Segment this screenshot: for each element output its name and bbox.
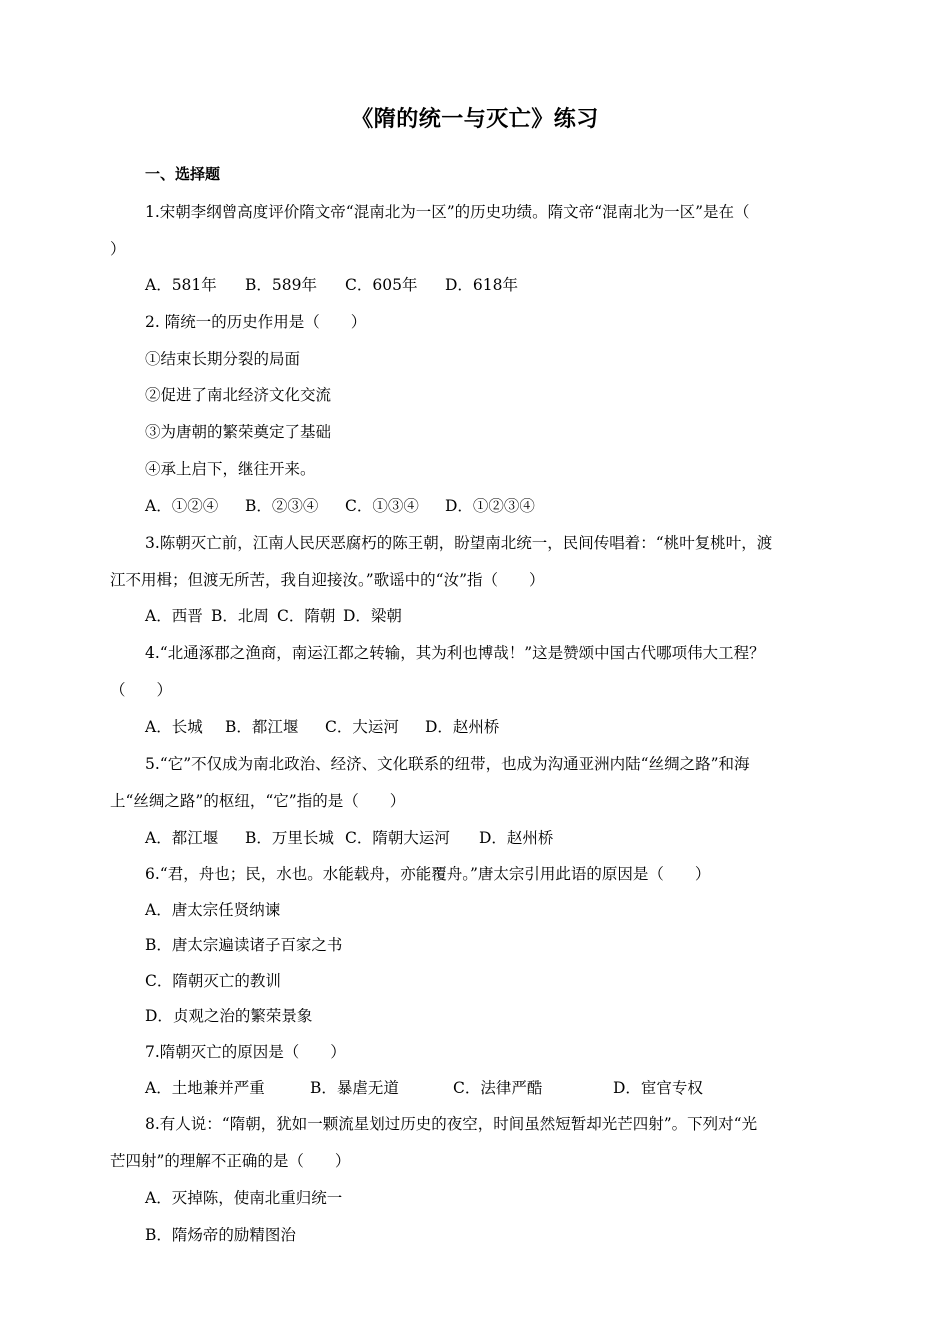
question-8-stem: 8.有人说：“隋朝，犹如一颗流星划过历史的夜空，时间虽然短暂却光芒四射”。下列对“光	[145, 1115, 758, 1133]
question-2-option-c: C．①③④	[345, 497, 419, 515]
section-heading: 一、选择题	[145, 165, 221, 183]
question-2-item-3: ③为唐朝的繁荣奠定了基础	[145, 423, 332, 441]
question-4-option-d: D．赵州桥	[425, 718, 500, 736]
question-4-stem: 4.“北通涿郡之渔商，南运江都之转输，其为利也博哉！”这是赞颂中国古代哪项伟大工程？	[145, 644, 765, 662]
question-2-option-b: B．②③④	[245, 497, 319, 515]
question-8-option-a: A．灭掉陈，使南北重归统一	[145, 1189, 343, 1207]
question-8-option-b: B．隋炀帝的励精图治	[145, 1226, 296, 1244]
question-1-option-a: A．581年	[145, 276, 217, 294]
question-7-option-a: A．土地兼并严重	[145, 1079, 265, 1097]
question-8-stem-continued: 芒四射”的理解不正确的是（ ）	[110, 1152, 351, 1170]
question-4-options	[145, 716, 499, 738]
question-3-stem: 3.陈朝灭亡前，江南人民厌恶腐朽的陈王朝，盼望南北统一，民间传唱着：“桃叶复桃叶，渡	[145, 534, 773, 552]
question-6-option-d: D．贞观之治的繁荣景象	[145, 1007, 313, 1025]
question-2-item-1: ①结束长期分裂的局面	[145, 350, 301, 368]
question-2-stem: 2. 隋统一的历史作用是（ ）	[145, 313, 367, 331]
question-2-item-4: ④承上启下，继往开来。	[145, 460, 316, 478]
question-4-stem-continued: （ ）	[110, 681, 173, 699]
question-3-option-a: A．西晋	[145, 607, 203, 625]
question-7-option-d: D．宦官专权	[613, 1079, 703, 1097]
question-5-option-b: B．万里长城	[245, 829, 334, 847]
question-5-options	[145, 827, 553, 849]
question-7-option-b: B．暴虐无道	[310, 1079, 399, 1097]
question-2-option-d: D．①②③④	[445, 497, 535, 515]
document-title: 《隋的统一与灭亡》练习	[351, 107, 599, 132]
question-7-options	[145, 1077, 703, 1099]
question-1-option-c: C．605年	[345, 276, 418, 294]
question-5-option-c: C．隋朝大运河	[345, 829, 450, 847]
question-6-option-a: A．唐太宗任贤纳谏	[145, 901, 281, 919]
question-6-stem: 6.“君，舟也；民，水也。水能载舟，亦能覆舟。”唐太宗引用此语的原因是（ ）	[145, 865, 711, 883]
question-3-stem-continued: 江不用楫；但渡无所苦，我自迎接汝。”歌谣中的“汝”指（ ）	[110, 571, 545, 589]
question-5-option-a: A．都江堰	[145, 829, 219, 847]
question-1-options	[145, 274, 518, 296]
question-3-options	[145, 605, 402, 627]
question-6-option-b: B．唐太宗遍读诸子百家之书	[145, 936, 343, 954]
question-3-option-c: C．隋朝	[277, 607, 336, 625]
question-1-stem-continued: ）	[110, 240, 126, 258]
question-5-stem: 5.“它”不仅成为南北政治、经济、文化联系的纽带，也成为沟通亚洲内陆“丝绸之路”和海	[145, 755, 750, 773]
question-2-options	[145, 495, 535, 517]
question-7-option-c: C．法律严酷	[453, 1079, 543, 1097]
question-3-option-b: B．北周	[211, 607, 269, 625]
question-7-stem: 7.隋朝灭亡的原因是（ ）	[145, 1043, 346, 1061]
question-1-option-b: B．589年	[245, 276, 317, 294]
question-6-option-c: C．隋朝灭亡的教训	[145, 972, 281, 990]
question-1-option-d: D．618年	[445, 276, 519, 294]
question-4-option-c: C．大运河	[325, 718, 399, 736]
question-2-item-2: ②促进了南北经济文化交流	[145, 386, 332, 404]
question-2-option-a: A．①②④	[145, 497, 219, 515]
question-3-option-d: D．梁朝	[343, 607, 402, 625]
question-1-stem: 1.宋朝李纲曾高度评价隋文帝“混南北为一区”的历史功绩。隋文帝“混南北为一区”是在（	[145, 203, 750, 221]
question-4-option-a: A．长城	[145, 718, 203, 736]
question-5-stem-continued: 上“丝绸之路”的枢纽，“它”指的是（ ）	[110, 792, 406, 810]
question-4-option-b: B．都江堰	[225, 718, 299, 736]
question-5-option-d: D．赵州桥	[479, 829, 554, 847]
